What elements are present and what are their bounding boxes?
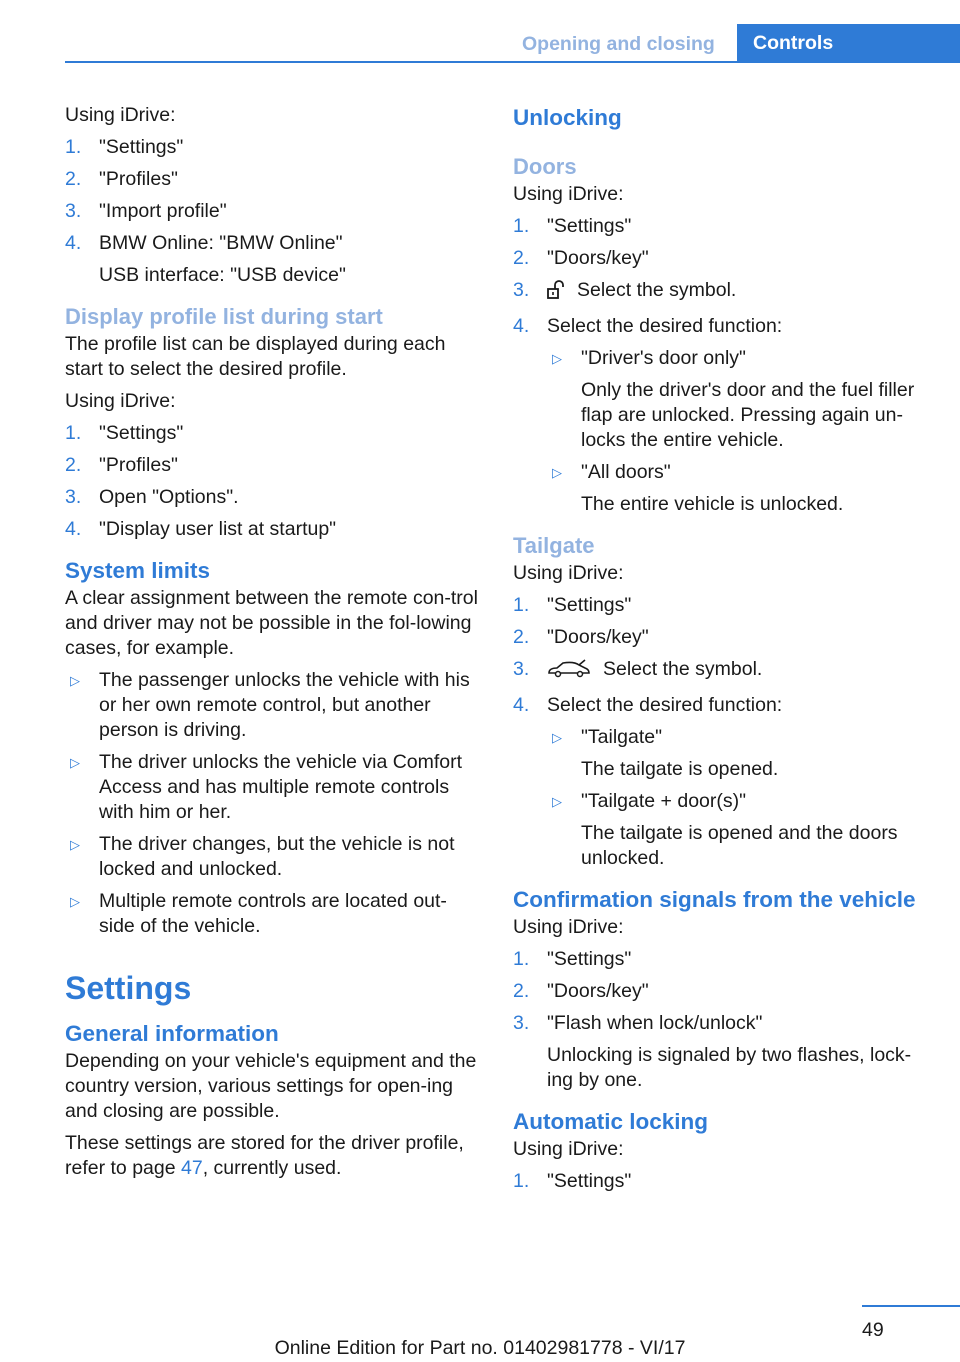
step-text: "Settings" bbox=[99, 136, 184, 158]
list-item bbox=[513, 947, 928, 972]
step-text: Open "Options". bbox=[99, 486, 239, 508]
list-item bbox=[513, 214, 928, 239]
step-number: 2. bbox=[513, 626, 530, 648]
footer-rule bbox=[862, 1305, 960, 1307]
step-text: "Doors/key" bbox=[547, 247, 649, 269]
intro-text: Using iDrive: bbox=[513, 1138, 624, 1160]
right-column bbox=[513, 103, 928, 1201]
step-text: Select the desired function: bbox=[547, 694, 783, 716]
list-item bbox=[65, 517, 480, 542]
step-text: BMW Online: "BMW Online" bbox=[99, 232, 343, 254]
list-item bbox=[547, 346, 928, 453]
list-item bbox=[513, 979, 928, 1004]
list-item bbox=[513, 625, 928, 650]
option-label: "All doors" bbox=[581, 461, 671, 483]
list-item bbox=[513, 693, 928, 871]
step-number: 3. bbox=[513, 279, 530, 301]
step-number: 1. bbox=[65, 422, 82, 444]
car-tailgate-icon bbox=[547, 659, 591, 686]
list-item bbox=[513, 314, 928, 517]
confirmation-signals-heading: Confirmation signals from the vehicle bbox=[513, 887, 916, 912]
step-text: "Flash when lock/unlock" bbox=[547, 1012, 763, 1034]
doors-steps-list bbox=[513, 214, 928, 517]
header-rule bbox=[65, 61, 960, 63]
doors-options-list bbox=[547, 346, 928, 517]
step-number: 2. bbox=[513, 247, 530, 269]
list-item bbox=[65, 167, 480, 192]
list-item bbox=[65, 485, 480, 510]
step-text: "Import profile" bbox=[99, 200, 227, 222]
bullet-text: The driver changes, but the vehicle is not locked and unlocked. bbox=[99, 833, 455, 880]
display-steps-list bbox=[65, 421, 480, 542]
intro-text: Using iDrive: bbox=[65, 390, 176, 412]
step-number: 1. bbox=[513, 594, 530, 616]
step-text: "Doors/key" bbox=[547, 626, 649, 648]
list-item bbox=[547, 460, 928, 517]
list-item bbox=[513, 1011, 928, 1093]
step-number: 1. bbox=[65, 136, 82, 158]
confirmation-steps-list bbox=[513, 947, 928, 1093]
option-description: Only the driver's door and the fuel filler flap are unlocked. Pressing again un‐locks the entire vehicle. bbox=[581, 379, 915, 451]
unlocking-heading: Unlocking bbox=[513, 105, 622, 130]
intro-text: Using iDrive: bbox=[513, 562, 624, 584]
step-text: "Settings" bbox=[547, 948, 632, 970]
step-number: 1. bbox=[513, 1170, 530, 1192]
triangle-right-icon: ▷ bbox=[552, 794, 562, 809]
step-text: Select the desired function: bbox=[547, 315, 783, 337]
unlock-padlock-icon bbox=[547, 280, 565, 307]
bullet-text: The passenger unlocks the vehicle with his or her own remote control, but another person is driving. bbox=[99, 669, 470, 741]
step-text: "Profiles" bbox=[99, 168, 178, 190]
list-item bbox=[513, 657, 928, 686]
step-subtext: Unlocking is signaled by two flashes, lock‐ing by one. bbox=[547, 1044, 912, 1091]
step-number: 4. bbox=[513, 315, 530, 337]
bullet-text: The driver unlocks the vehicle via Comfort Access and has multiple remote controls with him or her. bbox=[99, 751, 463, 823]
text-span: , currently used. bbox=[202, 1157, 342, 1179]
option-label: "Driver's door only" bbox=[581, 347, 746, 369]
step-number: 1. bbox=[513, 215, 530, 237]
step-text: "Display user list at startup" bbox=[99, 518, 337, 540]
list-item bbox=[65, 135, 480, 160]
intro-text: Using iDrive: bbox=[513, 916, 624, 938]
step-number: 3. bbox=[65, 486, 82, 508]
tailgate-heading: Tailgate bbox=[513, 533, 595, 558]
list-item bbox=[65, 832, 480, 882]
step-text: "Profiles" bbox=[99, 454, 178, 476]
list-item bbox=[547, 789, 928, 871]
option-label: "Tailgate" bbox=[581, 726, 663, 748]
step-subtext: USB interface: "USB device" bbox=[99, 264, 346, 286]
option-description: The tailgate is opened. bbox=[581, 758, 779, 780]
system-limits-heading: System limits bbox=[65, 558, 211, 583]
step-number: 3. bbox=[513, 658, 530, 680]
step-text: Select the symbol. bbox=[603, 658, 763, 680]
step-number: 3. bbox=[513, 1012, 530, 1034]
triangle-right-icon: ▷ bbox=[70, 673, 80, 688]
step-number: 4. bbox=[65, 518, 82, 540]
triangle-right-icon: ▷ bbox=[70, 837, 80, 852]
list-item bbox=[65, 453, 480, 478]
list-item bbox=[513, 593, 928, 618]
display-profile-heading: Display profile list during start bbox=[65, 304, 383, 329]
step-number: 2. bbox=[65, 168, 82, 190]
automatic-locking-heading: Automatic locking bbox=[513, 1109, 709, 1134]
system-limits-list bbox=[65, 668, 480, 939]
list-item bbox=[513, 278, 928, 307]
system-limits-text: A clear assignment between the remote con‐trol and driver may not be possible in the fol‐lowing cases, for example. bbox=[65, 587, 478, 659]
tailgate-steps-list bbox=[513, 593, 928, 871]
text-span: These settings are stored for the driver profile, refer to page bbox=[65, 1132, 464, 1179]
page-number: 49 bbox=[862, 1319, 884, 1341]
triangle-right-icon: ▷ bbox=[552, 351, 562, 366]
header-chapter-tab: Controls bbox=[737, 24, 960, 62]
list-item bbox=[65, 199, 480, 224]
header-section-title: Opening and closing bbox=[522, 33, 715, 55]
step-text: "Settings" bbox=[547, 594, 632, 616]
left-column bbox=[65, 103, 480, 1188]
list-item bbox=[65, 421, 480, 446]
triangle-right-icon: ▷ bbox=[70, 894, 80, 909]
list-item bbox=[65, 231, 480, 288]
tailgate-options-list bbox=[547, 725, 928, 871]
triangle-right-icon: ▷ bbox=[70, 755, 80, 770]
list-item bbox=[65, 668, 480, 743]
step-number: 1. bbox=[513, 948, 530, 970]
option-description: The tailgate is opened and the doors unlocked. bbox=[581, 822, 898, 869]
step-text: "Doors/key" bbox=[547, 980, 649, 1002]
step-number: 3. bbox=[65, 200, 82, 222]
list-item bbox=[65, 889, 480, 939]
option-description: The entire vehicle is unlocked. bbox=[581, 493, 844, 515]
display-profile-text: The profile list can be displayed during each start to select the desired profile. bbox=[65, 333, 446, 380]
list-item bbox=[513, 1169, 928, 1194]
footer-edition-text: Online Edition for Part no. 01402981778 - VI/17 bbox=[274, 1337, 686, 1359]
general-information-text-2 bbox=[65, 1131, 480, 1181]
step-text: "Settings" bbox=[547, 1170, 632, 1192]
bullet-text: Multiple remote controls are located out‐side of the vehicle. bbox=[99, 890, 447, 937]
list-item bbox=[65, 750, 480, 825]
general-information-text: Depending on your vehicle's equipment and the country version, various settings for open‐ing and closing are possible. bbox=[65, 1050, 477, 1122]
triangle-right-icon: ▷ bbox=[552, 730, 562, 745]
step-text: "Settings" bbox=[547, 215, 632, 237]
doors-heading: Doors bbox=[513, 154, 577, 179]
general-information-heading: General information bbox=[65, 1021, 279, 1046]
settings-heading: Settings bbox=[65, 970, 192, 1006]
triangle-right-icon: ▷ bbox=[552, 465, 562, 480]
option-label: "Tailgate + door(s)" bbox=[581, 790, 747, 812]
step-number: 4. bbox=[513, 694, 530, 716]
list-item bbox=[547, 725, 928, 782]
import-steps-list bbox=[65, 135, 480, 288]
step-number: 2. bbox=[65, 454, 82, 476]
intro-text: Using iDrive: bbox=[65, 104, 176, 126]
step-text: "Settings" bbox=[99, 422, 184, 444]
automatic-locking-steps-list bbox=[513, 1169, 928, 1194]
list-item bbox=[513, 246, 928, 271]
page-reference-link[interactable]: 47 bbox=[181, 1157, 203, 1179]
step-text: Select the symbol. bbox=[577, 279, 737, 301]
intro-text: Using iDrive: bbox=[513, 183, 624, 205]
step-number: 4. bbox=[65, 232, 82, 254]
step-number: 2. bbox=[513, 980, 530, 1002]
